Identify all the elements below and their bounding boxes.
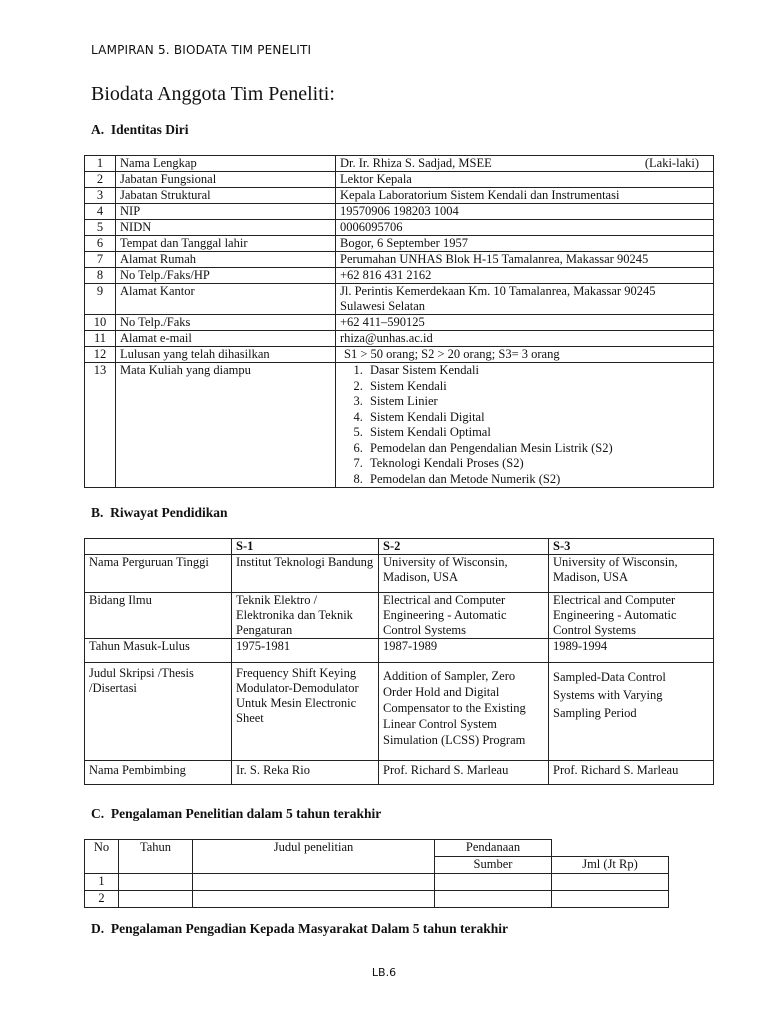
row-number: 13 — [85, 363, 116, 488]
row-label: Alamat Rumah — [116, 252, 336, 268]
cell-s3: Electrical and Computer Engineering - Automatic Control Systems — [549, 593, 714, 639]
table-header-row — [85, 539, 714, 555]
cell-s3: Sampled-Data Control Systems with Varying Sampling Period — [549, 663, 714, 761]
column-header: S-1 — [232, 539, 379, 555]
research-table — [84, 839, 669, 908]
row-value: +62 411–590125 — [336, 315, 714, 331]
cell-s2: Prof. Richard S. Marleau — [379, 761, 549, 785]
list-item: 1. Dasar Sistem Kendali — [366, 363, 709, 379]
row-label: Jabatan Fungsional — [116, 172, 336, 188]
table-row — [85, 874, 669, 891]
section-d-title: D. Pengalaman Pengadian Kepada Masyarakat Dalam 5 tahun terakhir — [91, 921, 509, 936]
table-row — [85, 555, 714, 593]
table-row — [85, 593, 714, 639]
row-number: 3 — [85, 188, 116, 204]
page-title: Biodata Anggota Tim Peneliti: — [91, 83, 335, 105]
table-cell — [119, 891, 193, 908]
row-value: 0006095706 — [336, 220, 714, 236]
list-item: 7. Teknologi Kendali Proses (S2) — [366, 456, 709, 472]
list-item: 4. Sistem Kendali Digital — [366, 410, 709, 426]
column-header: No — [85, 840, 119, 874]
cell-s2: University of Wisconsin, Madison, USA — [379, 555, 549, 593]
row-label: No Telp./Faks/HP — [116, 268, 336, 284]
cell-s3: Prof. Richard S. Marleau — [549, 761, 714, 785]
table-cell — [552, 874, 669, 891]
row-number: 12 — [85, 347, 116, 363]
table-row — [85, 891, 669, 908]
row-number: 9 — [85, 284, 116, 315]
column-header: Judul penelitian — [193, 840, 435, 874]
table-row — [85, 639, 714, 663]
office-address-line-2: Sulawesi Selatan — [340, 299, 426, 313]
row-value: rhiza@unhas.ac.id — [336, 331, 714, 347]
table-cell — [552, 891, 669, 908]
row-label: Tempat dan Tanggal lahir — [116, 236, 336, 252]
row-number: 11 — [85, 331, 116, 347]
row-label: Bidang Ilmu — [85, 593, 232, 639]
office-address-line-1: Jl. Perintis Kemerdekaan Km. 10 Tamalanrea, Makassar 90245 — [340, 284, 656, 298]
row-label: Judul Skripsi /Thesis /Disertasi — [85, 663, 232, 761]
cell-s1: Institut Teknologi Bandung — [232, 555, 379, 593]
row-number: 5 — [85, 220, 116, 236]
row-value: +62 816 431 2162 — [336, 268, 714, 284]
list-item: 5. Sistem Kendali Optimal — [366, 425, 709, 441]
row-number: 10 — [85, 315, 116, 331]
row-number: 2 — [85, 172, 116, 188]
row-label: Tahun Masuk-Lulus — [85, 639, 232, 663]
row-label: No Telp./Faks — [116, 315, 336, 331]
cell-s1: Ir. S. Reka Rio — [232, 761, 379, 785]
cell-s1: 1975-1981 — [232, 639, 379, 663]
cell-s2: Electrical and Computer Engineering - Automatic Control Systems — [379, 593, 549, 639]
row-label: Mata Kuliah yang diampu — [116, 363, 336, 488]
column-header: Pendanaan — [435, 840, 552, 857]
cell-s2: Addition of Sampler, Zero Order Hold and Digital Compensator to the Existing Linear Control System Simulation (LCSS) Program — [379, 663, 549, 761]
cell-s1: Frequency Shift Keying Modulator-Demodulator Untuk Mesin Electronic Sheet — [232, 663, 379, 761]
list-item: 6. Pemodelan dan Pengendalian Mesin Listrik (S2) — [366, 441, 709, 457]
row-value: Kepala Laboratorium Sistem Kendali dan Instrumentasi — [336, 188, 714, 204]
cell-s3: University of Wisconsin, Madison, USA — [549, 555, 714, 593]
table-row — [85, 252, 714, 268]
gender: (Laki-laki) — [644, 156, 699, 170]
row-value — [336, 363, 714, 488]
section-a-title: A. Identitas Diri — [91, 122, 189, 137]
row-label: Nama Lengkap — [116, 156, 336, 172]
row-number: 7 — [85, 252, 116, 268]
column-header: Tahun — [119, 840, 193, 874]
page-number: LB.6 — [371, 966, 397, 979]
table-row — [85, 284, 714, 315]
list-item: 3. Sistem Linier — [366, 394, 709, 410]
row-value: 19570906 198203 1004 — [336, 204, 714, 220]
table-row — [85, 347, 714, 363]
row-value: Bogor, 6 September 1957 — [336, 236, 714, 252]
row-number: 2 — [85, 891, 119, 908]
identity-table — [84, 155, 714, 488]
row-number: 1 — [85, 874, 119, 891]
row-label: Nama Perguruan Tinggi — [85, 555, 232, 593]
section-c-title: C. Pengalaman Penelitian dalam 5 tahun terakhir — [91, 806, 382, 821]
row-value: Perumahan UNHAS Blok H-15 Tamalanrea, Makassar 90245 — [336, 252, 714, 268]
row-number: 6 — [85, 236, 116, 252]
list-item: 2. Sistem Kendali — [366, 379, 709, 395]
row-label: Alamat Kantor — [116, 284, 336, 315]
table-row — [85, 156, 714, 172]
table-row — [85, 172, 714, 188]
table-cell — [193, 891, 435, 908]
column-header: Jml (Jt Rp) — [552, 857, 669, 874]
row-label: Alamat e-mail — [116, 331, 336, 347]
row-number: 1 — [85, 156, 116, 172]
cell-s1: Teknik Elektro / Elektronika dan Teknik Pengaturan — [232, 593, 379, 639]
column-header: Sumber — [435, 857, 552, 874]
table-cell — [119, 874, 193, 891]
table-row — [85, 268, 714, 284]
row-label: Nama Pembimbing — [85, 761, 232, 785]
row-value: Lektor Kepala — [336, 172, 714, 188]
row-value — [336, 284, 714, 315]
table-cell — [193, 874, 435, 891]
page-header: LAMPIRAN 5. BIODATA TIM PENELITI — [91, 43, 312, 57]
row-number: 4 — [85, 204, 116, 220]
full-name: Dr. Ir. Rhiza S. Sadjad, MSEE — [340, 156, 492, 170]
table-row — [85, 315, 714, 331]
table-header-row — [85, 840, 669, 857]
cell-s3: 1989-1994 — [549, 639, 714, 663]
section-b-title: B. Riwayat Pendidikan — [91, 505, 228, 520]
empty-cell — [552, 840, 669, 857]
row-label: NIP — [116, 204, 336, 220]
table-row — [85, 188, 714, 204]
column-header — [85, 539, 232, 555]
table-row — [85, 220, 714, 236]
row-value: S1 > 50 orang; S2 > 20 orang; S3= 3 orang — [336, 347, 714, 363]
table-cell — [435, 874, 552, 891]
table-row — [85, 761, 714, 785]
table-row — [85, 363, 714, 488]
column-header: S-2 — [379, 539, 549, 555]
row-label: Jabatan Struktural — [116, 188, 336, 204]
list-item: 8. Pemodelan dan Metode Numerik (S2) — [366, 472, 709, 488]
table-row — [85, 204, 714, 220]
row-label: Lulusan yang telah dihasilkan — [116, 347, 336, 363]
table-row — [85, 236, 714, 252]
row-label: NIDN — [116, 220, 336, 236]
column-header: S-3 — [549, 539, 714, 555]
table-row — [85, 331, 714, 347]
table-cell — [435, 891, 552, 908]
row-number: 8 — [85, 268, 116, 284]
table-row — [85, 663, 714, 761]
cell-s2: 1987-1989 — [379, 639, 549, 663]
education-table — [84, 538, 714, 785]
row-value — [336, 156, 714, 172]
course-list — [340, 363, 709, 487]
